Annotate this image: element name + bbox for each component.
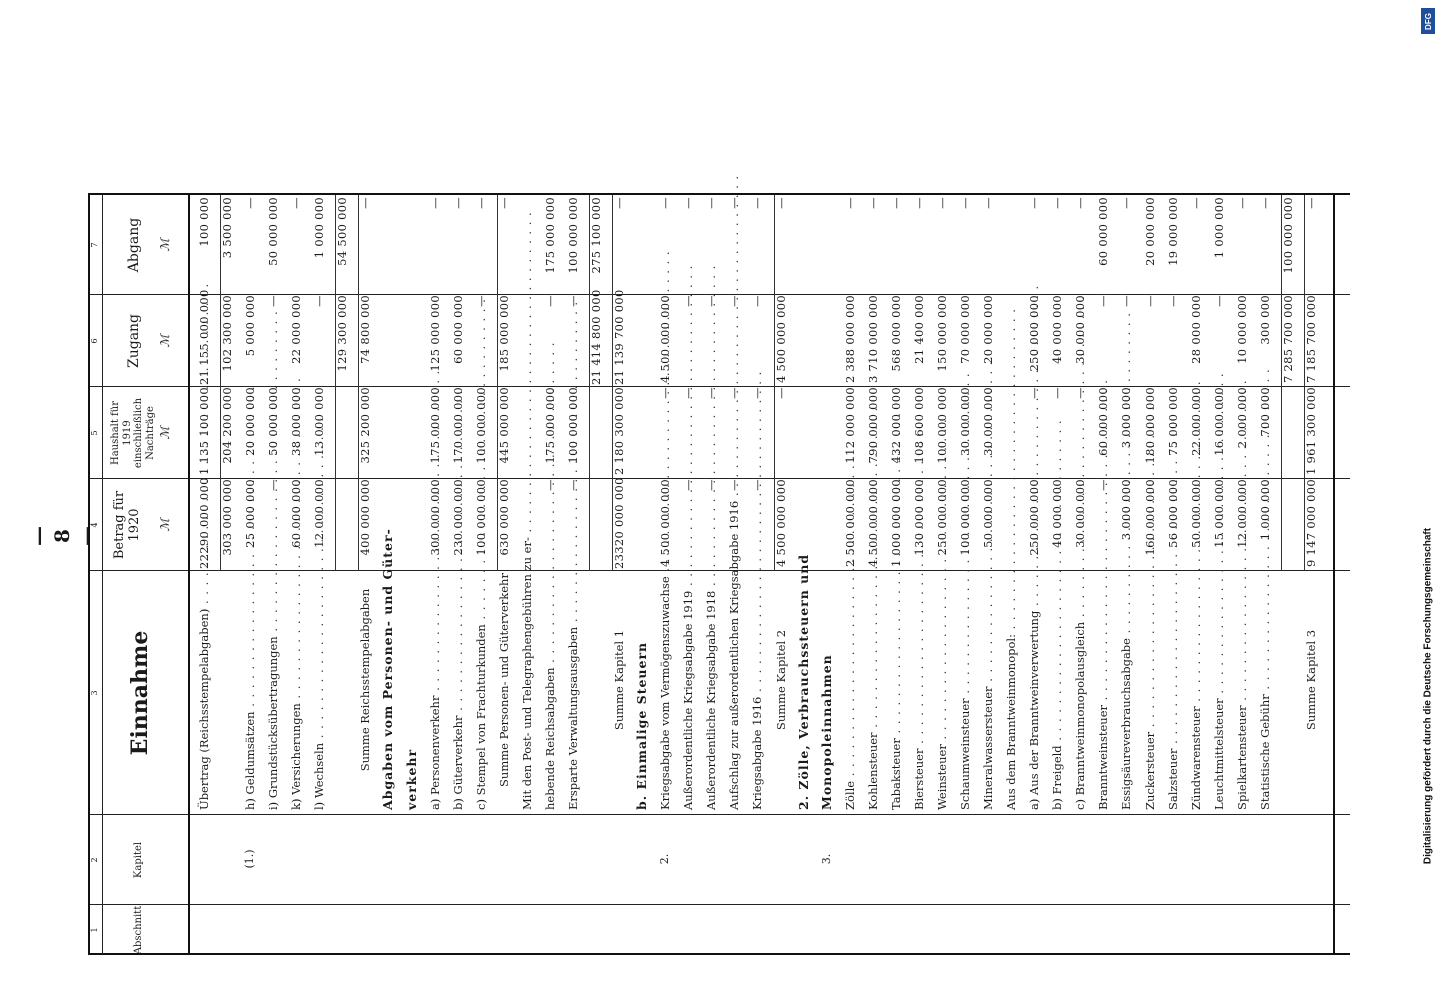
row-label: Kriegsabgabe vom Vermögenszuwachse . . . <box>659 570 671 810</box>
amount-col-5: — <box>658 387 673 399</box>
rule-header-bottom <box>188 195 190 955</box>
amount-col-4: 25 000 000 <box>243 479 258 548</box>
amount-col-7: 100 000 000 <box>565 197 580 274</box>
amount-col-5: — <box>750 387 765 399</box>
amount-col-6: — <box>1165 295 1180 307</box>
colnum-3: 3 <box>90 690 99 696</box>
table-row <box>498 195 510 955</box>
row-label: i) Grundstücksübertragungen . . . <box>267 570 279 810</box>
amount-col-5: — <box>727 387 742 399</box>
amount-col-7: — <box>450 197 465 209</box>
amount-col-4: 4 500 000 000 <box>773 479 788 568</box>
amount-col-4: 3 000 000 <box>1119 479 1134 541</box>
table-row <box>336 195 348 955</box>
amount-col-6: — <box>565 295 580 307</box>
page-number: — 8 — <box>26 526 98 546</box>
amount-col-7: — <box>658 197 673 209</box>
table-row <box>198 195 210 955</box>
amount-col-6: 28 000 000 <box>1188 295 1203 364</box>
amount-col-7: — <box>1027 197 1042 209</box>
amount-col-7: 100 000 <box>197 197 211 247</box>
row-label: a) Aus der Branntweinverwertung . . . <box>1028 570 1040 810</box>
table-row <box>313 195 325 955</box>
table-row <box>544 195 556 955</box>
amount-col-5: — <box>1027 387 1042 399</box>
amount-col-4: 230 000 000 <box>450 479 465 556</box>
amount-col-5: — <box>1050 387 1065 399</box>
table-row <box>1236 195 1248 955</box>
amount-col-4: 9 147 000 000 <box>1303 479 1318 568</box>
amount-col-5: 325 200 000 <box>358 387 373 464</box>
amount-col-7: — <box>958 197 973 209</box>
table-row <box>452 195 464 955</box>
amount-col-7: — <box>704 197 719 209</box>
amount-col-6: 568 000 000 <box>888 295 903 372</box>
amount-col-7: — <box>1050 197 1065 209</box>
amount-col-4: 160 000 000 <box>1142 479 1157 556</box>
amount-col-4: 12 000 000 <box>1234 479 1249 548</box>
amount-col-6: 4 500 000 000 <box>773 295 788 384</box>
amount-col-7: — <box>911 197 926 209</box>
amount-col-5: — <box>1073 387 1088 399</box>
amount-col-7: — <box>243 197 258 209</box>
amount-col-6: 102 300 000 <box>220 295 235 372</box>
amount-col-6: — <box>704 295 719 307</box>
amount-col-6: 185 000 000 <box>496 295 511 372</box>
amount-col-5: 100 000 000 <box>565 387 580 464</box>
amount-col-5: 100 000 000 <box>934 387 949 464</box>
row-label: Kriegsabgabe 1916 . . . <box>751 570 763 810</box>
amount-col-7: — <box>865 197 880 209</box>
amount-col-6: — <box>473 295 488 307</box>
amount-col-5: 790 000 000 <box>865 387 880 464</box>
amount-col-4: 56 000 000 <box>1165 479 1180 548</box>
header-abschnitt: Abschnitt <box>133 905 144 955</box>
row-label: Mit den Post- und Telegraphengebühren zu er- . . . <box>521 570 533 810</box>
amount-col-5: 20 000 000 <box>243 387 258 456</box>
amount-col-6: — <box>681 295 696 307</box>
amount-col-7: 1 000 000 <box>1211 197 1226 259</box>
row-label: Außerordentliche Kriegsabgabe 1918 . . . <box>705 570 717 810</box>
amount-col-7: 100 000 000 <box>1280 197 1295 274</box>
amount-col-7: — <box>427 197 442 209</box>
amount-col-5: 2 000 000 <box>1234 387 1249 449</box>
amount-col-7: 50 000 000 <box>266 197 281 266</box>
amount-col-6: 3 710 000 000 <box>865 295 880 384</box>
amount-col-5: 38 000 000 <box>289 387 304 456</box>
table-row <box>936 195 948 955</box>
sum-label: Summe Kapitel 3 <box>1303 629 1318 731</box>
amount-col-4: 4 500 000 000 <box>658 479 673 568</box>
amount-col-6: 7 185 700 000 <box>1303 295 1318 384</box>
amount-col-6: — <box>266 295 281 307</box>
amount-col-4: 250 000 000 <box>934 479 949 556</box>
subtotal-rule <box>1304 195 1305 571</box>
table-row <box>1190 195 1202 955</box>
amount-col-4: 22290 000 000 <box>197 477 211 569</box>
kapitel-number: 3. <box>819 853 833 865</box>
unit-mark-4: ℳ <box>158 518 172 532</box>
section-heading: 2. Zölle, Verbrauchssteuern und <box>795 553 811 810</box>
amount-col-6: — <box>312 295 327 307</box>
row-label: h) Geldumsätzen . . . <box>244 570 256 810</box>
amount-col-5: 30 000 000 <box>981 387 996 456</box>
amount-col-6: 7 285 700 000 <box>1280 295 1295 384</box>
amount-col-6: — <box>542 295 557 307</box>
table-row <box>290 195 302 955</box>
amount-col-5: 75 000 000 <box>1165 387 1180 456</box>
amount-col-7: — <box>1303 197 1318 209</box>
amount-col-6: 70 000 000 <box>958 295 973 364</box>
amount-col-6: 300 000 <box>1257 295 1272 345</box>
amount-col-6: 21 139 700 000 <box>612 289 627 385</box>
section-heading: b. Einmalige Steuern <box>634 641 650 810</box>
subtotal-rule <box>497 195 498 571</box>
amount-col-5: 3 000 000 <box>1119 387 1134 449</box>
amount-col-5: 13 000 000 <box>312 387 327 456</box>
table-row <box>359 195 371 955</box>
amount-col-7: — <box>842 197 857 209</box>
amount-col-4: 50 000 000 <box>1188 479 1203 548</box>
amount-col-7: 20 000 000 <box>1142 197 1157 266</box>
amount-col-7: 60 000 000 <box>1096 197 1111 266</box>
amount-col-4: 15 000 000 <box>1211 479 1226 548</box>
amount-col-6: 5 000 000 <box>243 295 258 357</box>
amount-col-4: — <box>1096 479 1111 491</box>
table-row <box>567 195 579 955</box>
amount-col-6: — <box>1119 295 1134 307</box>
row-label: Tabaksteuer . . . <box>890 570 902 810</box>
amount-col-7: — <box>981 197 996 209</box>
amount-col-6: 60 000 000 <box>450 295 465 364</box>
header-einnahme: Einnahme <box>127 630 153 756</box>
table-row <box>403 195 419 955</box>
table-row <box>382 195 394 955</box>
section-heading: Abgaben vom Personen- und Güter- <box>380 528 396 810</box>
row-label: Zuckersteuer . . . <box>1144 570 1156 810</box>
table-row <box>521 195 533 955</box>
amount-col-6: 21 400 000 <box>911 295 926 364</box>
amount-col-4: 1 000 000 <box>1257 479 1272 541</box>
amount-col-5: 1 135 100 000 <box>197 387 211 476</box>
amount-col-6: 2 388 000 000 <box>842 295 857 384</box>
subtotal-rule <box>1281 195 1282 571</box>
row-label: Biersteuer . . . <box>913 570 925 810</box>
amount-col-7: 19 000 000 <box>1165 197 1180 266</box>
row-label: b) Güterverkehr . . . <box>452 570 464 810</box>
table-row <box>244 195 256 955</box>
table-row <box>1144 195 1156 955</box>
amount-col-6: 21 414 800 000 <box>589 289 604 385</box>
amount-col-5: 2 180 300 000 <box>612 387 627 476</box>
amount-col-6: — <box>727 295 742 307</box>
table-row <box>1051 195 1063 955</box>
subtotal-rule <box>612 195 613 571</box>
table-row <box>795 195 811 955</box>
unit-mark-6: ℳ <box>158 334 172 348</box>
table-row <box>959 195 971 955</box>
header-kapitel: Kapitel <box>133 841 144 879</box>
amount-col-5: — <box>681 387 696 399</box>
amount-col-7: — <box>681 197 696 209</box>
amount-col-4: 40 000 000 <box>1050 479 1065 548</box>
header-haushalt: Haushalt für 1919 einschließlich Nachträge <box>110 397 156 469</box>
amount-col-4: 60 000 000 <box>289 479 304 548</box>
table-row <box>818 195 834 955</box>
table-frame <box>88 95 1350 955</box>
table-row <box>913 195 925 955</box>
amount-col-4: 300 000 000 <box>427 479 442 556</box>
row-label: Außerordentliche Kriegsabgabe 1919 . . . <box>682 570 694 810</box>
row-label: Zündwarensteuer . . . <box>1190 570 1202 810</box>
amount-col-7: — <box>1119 197 1134 209</box>
section-heading: Monopoleinnahmen <box>818 654 834 810</box>
table-row <box>1305 195 1317 955</box>
rotated-budget-table <box>88 65 1368 995</box>
subtotal-rule <box>358 195 359 571</box>
amount-col-7: — <box>727 197 742 209</box>
sum-label: Summe Personen- und Güterverkehr <box>496 573 511 787</box>
amount-col-5: 30 000 000 <box>958 387 973 456</box>
amount-col-6: 125 000 000 <box>427 295 442 372</box>
amount-col-4: 4 500 000 000 <box>865 479 880 568</box>
amount-col-4: 100 000 000 <box>473 479 488 556</box>
table-row <box>1097 195 1109 955</box>
table-row <box>751 195 763 955</box>
amount-col-4: 1 000 000 000 <box>888 479 903 568</box>
table-body <box>198 195 1328 955</box>
amount-col-5: 50 000 000 <box>266 387 281 456</box>
amount-col-5: 204 200 000 <box>220 387 235 464</box>
table-row <box>659 195 671 955</box>
table-row <box>1167 195 1179 955</box>
amount-col-7: — <box>1073 197 1088 209</box>
row-label: Aus dem Branntweinmonopol: . . . <box>1005 570 1017 810</box>
sum-label: Summe Kapitel 2 <box>773 629 788 731</box>
row-label: b) Freigeld . . . <box>1051 570 1063 810</box>
amount-col-6: — <box>1211 295 1226 307</box>
amount-col-5: 170 000 000 <box>450 387 465 464</box>
table-row <box>890 195 902 955</box>
amount-col-4: — <box>681 479 696 491</box>
row-label: Essigsäureverbrauchsabgabe . . . <box>1120 570 1132 810</box>
digitization-note: Digitalisierung gefördert durch die Deutsche Forschungsgemeinschaft <box>1422 527 1434 865</box>
table-row <box>1259 195 1271 955</box>
amount-col-6: 150 000 000 <box>934 295 949 372</box>
amount-col-4: 12 000 000 <box>312 479 327 548</box>
amount-col-7: — <box>1188 197 1203 209</box>
row-label: c) Stempel von Frachturkunden . . . <box>475 570 487 810</box>
amount-col-7: 54 500 000 <box>335 197 350 266</box>
table-row <box>705 195 717 955</box>
colnum-7: 7 <box>90 242 99 248</box>
amount-col-7: — <box>1234 197 1249 209</box>
amount-col-5: 700 000 <box>1257 387 1272 437</box>
amount-col-4: 250 000 000 <box>1027 479 1042 556</box>
table-row <box>844 195 856 955</box>
table-row <box>728 195 740 955</box>
amount-col-6: — <box>1142 295 1157 307</box>
subtotal-rule <box>589 195 590 571</box>
table-row <box>613 195 625 955</box>
table-row <box>982 195 994 955</box>
amount-col-5: 112 000 000 <box>842 387 857 464</box>
amount-col-6: 20 000 000 <box>981 295 996 364</box>
table-row <box>429 195 441 955</box>
amount-col-6: — <box>750 295 765 307</box>
amount-col-7: — <box>289 197 304 209</box>
kapitel-number: 2. <box>658 853 672 865</box>
colnum-4: 4 <box>90 522 99 528</box>
subtotal-rule <box>220 195 221 571</box>
amount-col-7: 1 000 000 <box>312 197 327 259</box>
row-label: Zölle . . . <box>844 570 856 810</box>
amount-col-4: — <box>727 479 742 491</box>
amount-col-7: — <box>496 197 511 209</box>
amount-col-6: 74 800 000 <box>358 295 373 364</box>
amount-col-4: — <box>750 479 765 491</box>
colnum-6: 6 <box>90 338 99 344</box>
amount-col-4: 630 000 000 <box>496 479 511 556</box>
amount-col-5: 60 000 000 <box>1096 387 1111 456</box>
amount-col-5: 1 961 300 000 <box>1303 387 1318 476</box>
amount-col-6: 129 300 000 <box>335 295 350 372</box>
table-row <box>1005 195 1017 955</box>
amount-col-7: 275 100 000 <box>589 197 604 274</box>
colnum-5: 5 <box>90 430 99 436</box>
row-label: Mineralwassersteuer . . . <box>982 570 994 810</box>
row-label: Aufschlag zur außerordentlichen Kriegsabgabe 1916 . . . <box>728 570 740 810</box>
row-label: Weinsteuer . . . <box>936 570 948 810</box>
amount-col-6: 30 000 000 <box>1073 295 1088 364</box>
amount-col-4: — <box>704 479 719 491</box>
amount-col-6: 21 155 000 000 <box>197 289 211 385</box>
amount-col-6: 10 000 000 <box>1234 295 1249 364</box>
amount-col-7: — <box>934 197 949 209</box>
table-row <box>1282 195 1294 955</box>
amount-col-7: — <box>750 197 765 209</box>
section-heading: verkehr <box>403 748 419 810</box>
row-label: Schaumweinsteuer . . . <box>959 570 971 810</box>
amount-col-5: 180 000 000 <box>1142 387 1157 464</box>
amount-col-4: 303 000 000 <box>220 479 235 556</box>
amount-col-4: 50 000 000 <box>981 479 996 548</box>
sum-label: Summe Kapitel 1 <box>612 629 627 731</box>
amount-col-5: — <box>704 387 719 399</box>
unit-mark-5: ℳ <box>158 426 172 440</box>
amount-col-6: 40 000 000 <box>1050 295 1065 364</box>
amount-col-5: 22 000 000 <box>1188 387 1203 456</box>
table-row <box>1213 195 1225 955</box>
row-label: a) Personenverkehr . . . <box>429 570 441 810</box>
table-row <box>1028 195 1040 955</box>
amount-col-6: 250 000 000 <box>1027 295 1042 372</box>
table-row <box>221 195 233 955</box>
amount-col-4: 23320 000 000 <box>612 477 627 569</box>
amount-col-5: 445 000 000 <box>496 387 511 464</box>
table-row <box>267 195 279 955</box>
rule-bottom <box>1333 195 1335 955</box>
row-label: Kohlensteuer . . . <box>867 570 879 810</box>
amount-col-5: — <box>773 387 788 399</box>
unit-mark-7: ℳ <box>158 238 172 252</box>
amount-col-5: 175 000 000 <box>427 387 442 464</box>
amount-col-4: — <box>266 479 281 491</box>
amount-col-6: 4 500 000 000 <box>658 295 673 384</box>
amount-col-7: — <box>773 197 788 209</box>
amount-col-4: — <box>565 479 580 491</box>
colnum-2: 2 <box>90 857 99 863</box>
amount-col-7: — <box>888 197 903 209</box>
header-zugang: Zugang <box>126 313 142 369</box>
subtotal-rule <box>335 195 336 571</box>
amount-col-4: 2 500 000 000 <box>842 479 857 568</box>
colnum-1: 1 <box>90 927 99 933</box>
row-label: l) Wechseln . . . <box>313 570 325 810</box>
table-row <box>1120 195 1132 955</box>
row-label: hebende Reichsabgaben . . . <box>544 570 556 810</box>
row-label: Leuchtmittelsteuer . . . <box>1213 570 1225 810</box>
subtotal-rule <box>774 195 775 571</box>
kapitel-number: (1.) <box>243 849 257 869</box>
row-label: c) Branntweinmonopolausgleich . . . <box>1074 570 1086 810</box>
amount-col-5: 108 600 000 <box>911 387 926 464</box>
table-row <box>636 195 648 955</box>
amount-col-4: 30 000 000 <box>1073 479 1088 548</box>
amount-col-4: 100 000 000 <box>958 479 973 556</box>
table-row <box>590 195 602 955</box>
row-label: Salzsteuer . . . <box>1167 570 1179 810</box>
amount-col-7: — <box>612 197 627 209</box>
amount-col-7: — <box>473 197 488 209</box>
row-label: Spielkartensteuer . . . <box>1236 570 1248 810</box>
row-label: Branntweinsteuer . . . <box>1097 570 1109 810</box>
amount-col-7: 3 500 000 <box>220 197 235 259</box>
amount-col-6: 22 000 000 <box>289 295 304 364</box>
amount-col-4: 400 000 000 <box>358 479 373 556</box>
row-label: Statistische Gebühr . . . <box>1259 570 1271 810</box>
row-label: k) Versicherungen . . . <box>290 570 302 810</box>
amount-col-6: — <box>1096 295 1111 307</box>
table-row <box>867 195 879 955</box>
header-betrag: Betrag für 1920 <box>112 490 142 560</box>
amount-col-4: 130 000 000 <box>911 479 926 556</box>
amount-col-5: 175 000 000 <box>542 387 557 464</box>
sum-label: Summe Reichsstempelabgaben <box>358 588 373 772</box>
table-row <box>1074 195 1086 955</box>
amount-col-4: — <box>542 479 557 491</box>
digitization-credit <box>1418 6 1438 996</box>
amount-col-5: 16 000 000 <box>1211 387 1226 456</box>
amount-col-7: — <box>1257 197 1272 209</box>
amount-col-5: 100 000 000 <box>473 387 488 464</box>
table-row <box>475 195 487 955</box>
row-label: Ersparte Verwaltungsausgaben . . . <box>567 570 579 810</box>
table-row <box>775 195 787 955</box>
header-abgang: Abgang <box>126 217 142 273</box>
amount-col-7: 175 000 000 <box>542 197 557 274</box>
amount-col-5: 432 000 000 <box>888 387 903 464</box>
dfg-logo: DFG <box>1421 8 1435 34</box>
table-row <box>682 195 694 955</box>
amount-col-7: — <box>358 197 373 209</box>
rule-colnums <box>102 195 103 955</box>
row-label: Übertrag (Reichsstempelabgaben) . . . <box>198 570 210 810</box>
